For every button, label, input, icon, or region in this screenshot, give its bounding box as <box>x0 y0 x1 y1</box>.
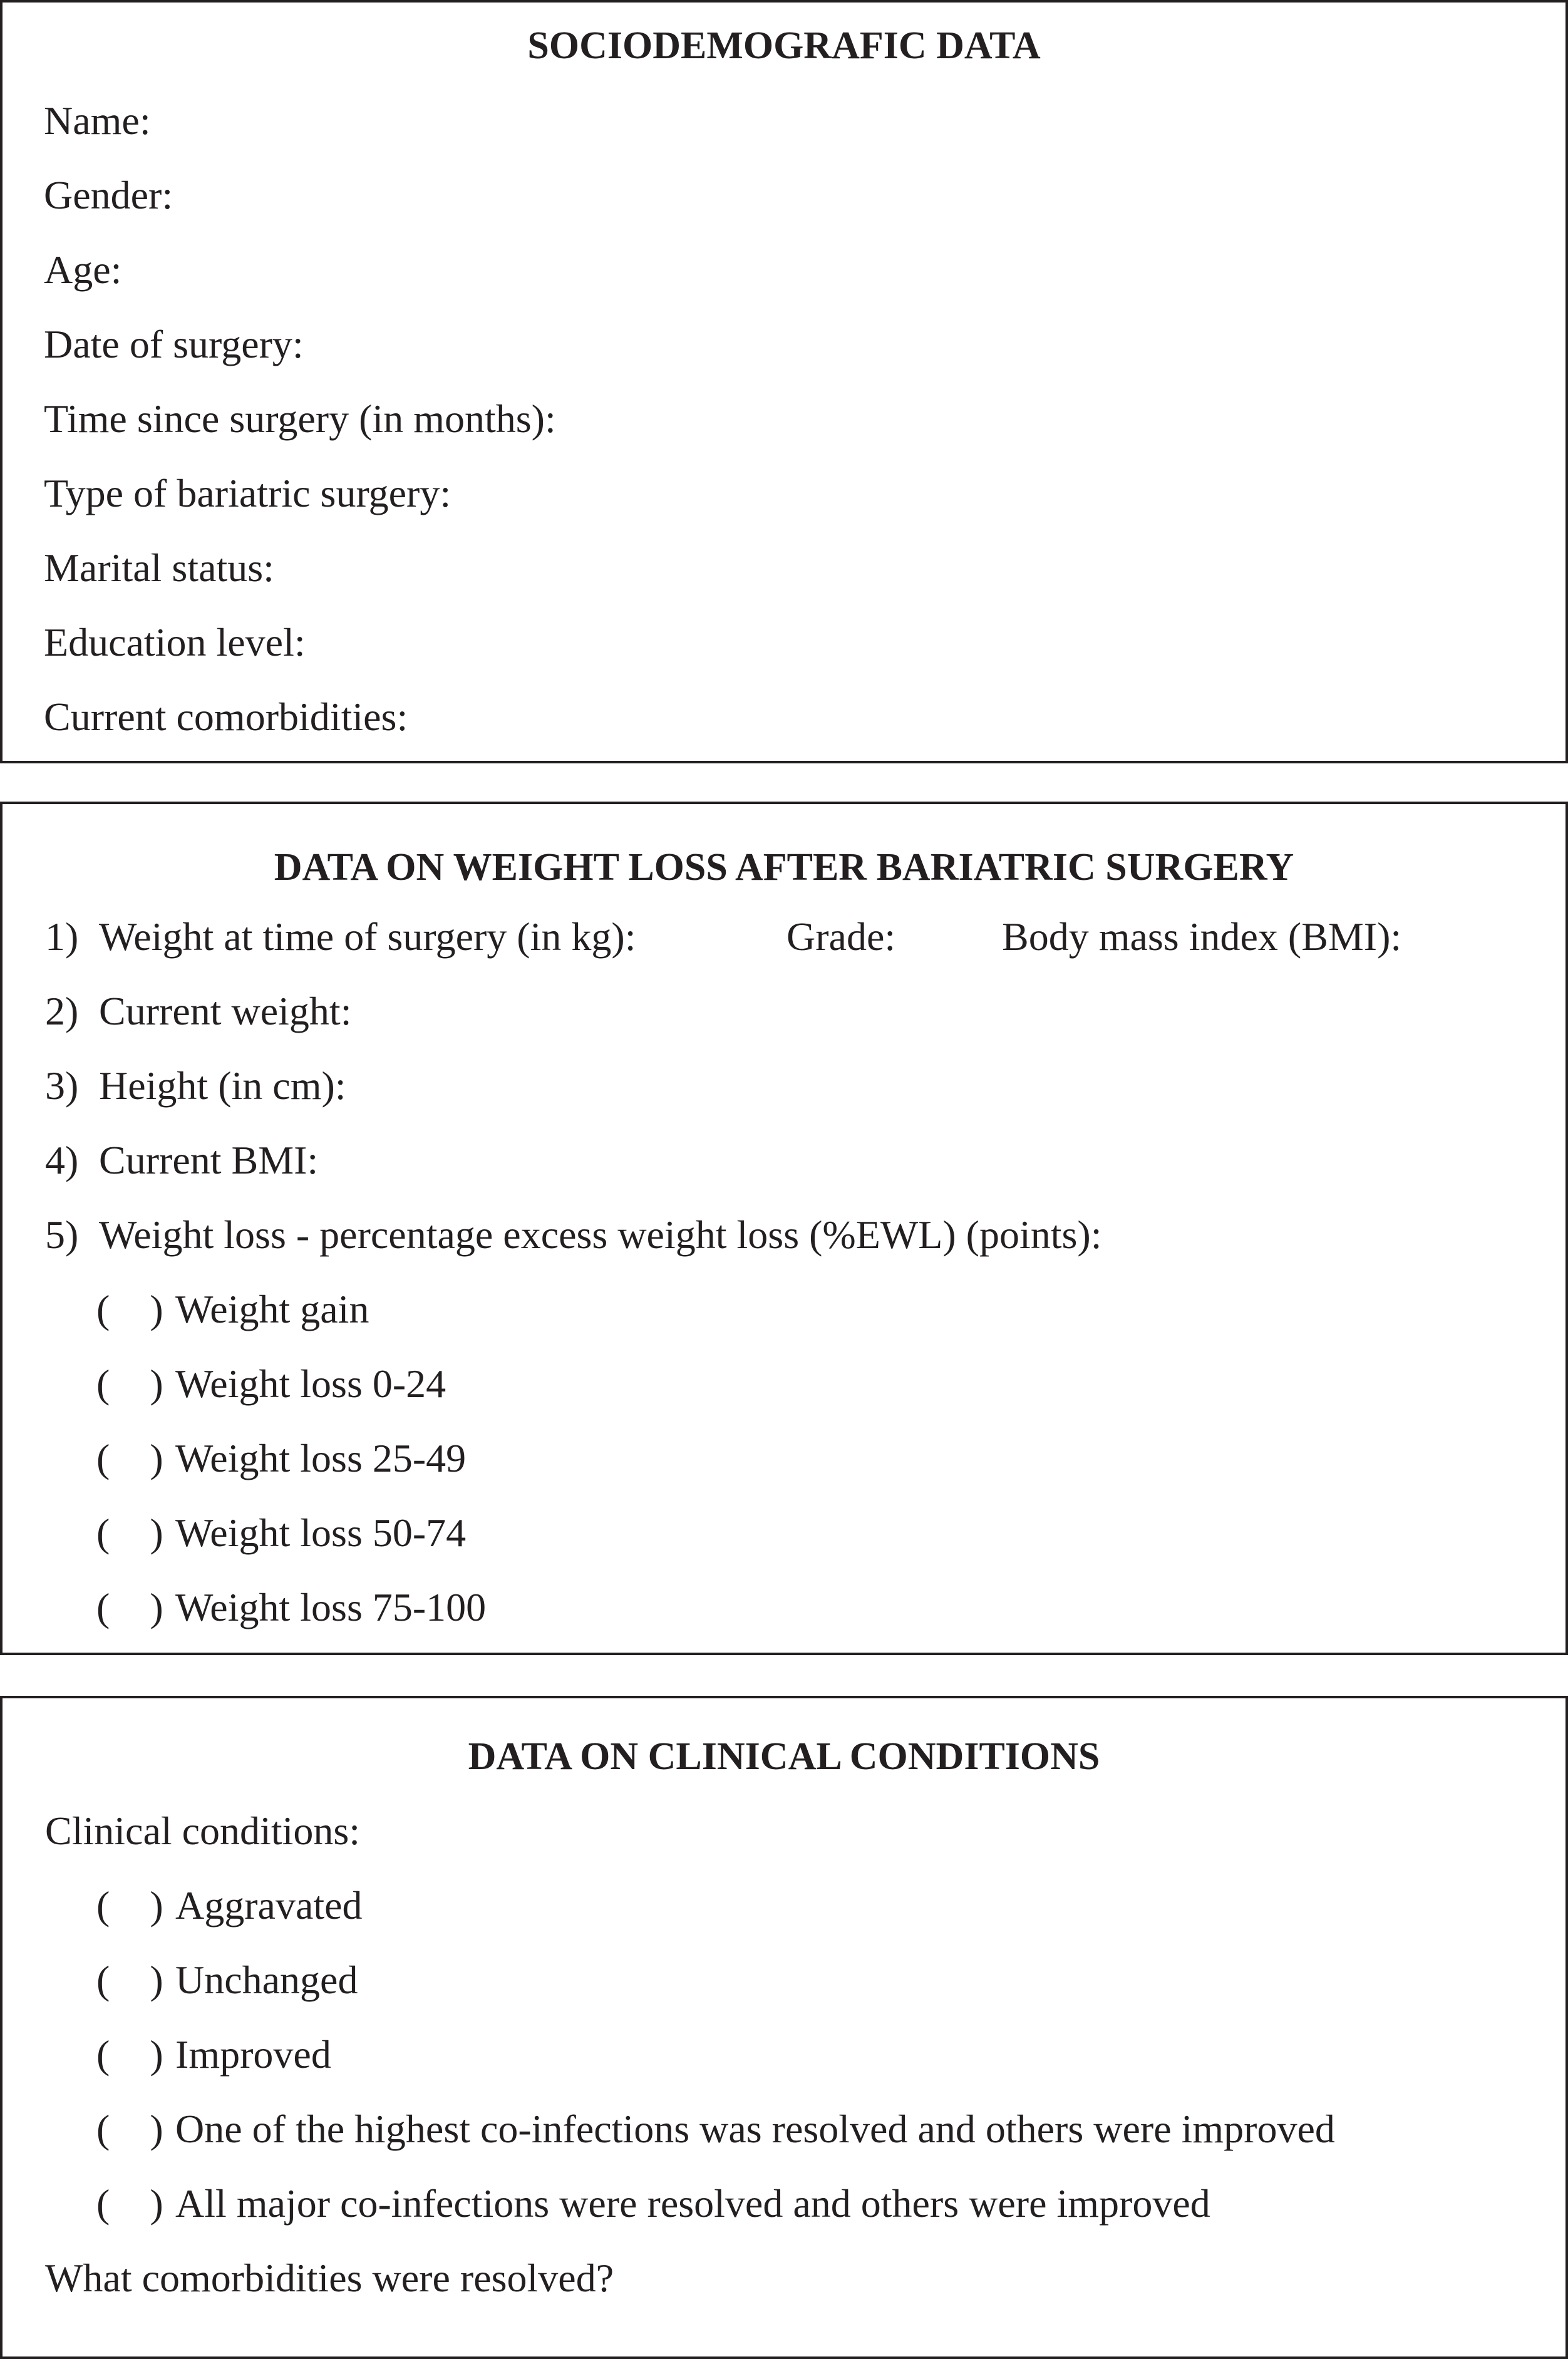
field-education-level: Education level: <box>44 620 306 664</box>
checkbox-parens[interactable]: ( ) <box>96 1883 163 1928</box>
checkbox-parens[interactable]: ( ) <box>96 2032 163 2077</box>
option-unchanged[interactable] <box>96 1960 358 2000</box>
option-weight-loss-50-74[interactable] <box>96 1510 467 1555</box>
option-all-resolved[interactable] <box>96 2181 1210 2226</box>
item-bmi-label: Body mass index (BMI): <box>1002 914 1402 959</box>
item-label: Height (in cm): <box>99 1063 346 1108</box>
checkbox-parens[interactable]: ( ) <box>96 2181 163 2226</box>
clinical-conditions-prompt: Clinical conditions: <box>45 1809 361 1853</box>
item-label: Current weight: <box>99 989 352 1033</box>
item-weight-at-surgery <box>45 914 636 959</box>
section-title: DATA ON WEIGHT LOSS AFTER BARIATRIC SURGERY <box>274 846 1294 889</box>
field-type-of-surgery: Type of bariatric surgery: <box>44 471 451 515</box>
option-weight-loss-0-24[interactable] <box>96 1361 446 1406</box>
section-title: DATA ON CLINICAL CONDITIONS <box>468 1735 1100 1778</box>
option-label: Weight loss 0-24 <box>175 1361 446 1406</box>
option-weight-gain[interactable] <box>96 1289 369 1329</box>
item-label: Current BMI: <box>99 1138 319 1182</box>
option-label: All major co-infections were resolved and others were improved <box>175 2181 1210 2226</box>
checkbox-parens[interactable]: ( ) <box>96 1361 163 1406</box>
field-marital-status: Marital status: <box>44 545 274 590</box>
option-label: Aggravated <box>175 1883 363 1928</box>
item-current-weight <box>45 991 351 1031</box>
item-label: Weight loss - percentage excess weight loss (%EWL) (points): <box>99 1212 1102 1257</box>
item-number: 1) <box>45 914 79 959</box>
checkbox-parens[interactable]: ( ) <box>96 1958 163 2002</box>
field-date-of-surgery: Date of surgery: <box>44 322 304 366</box>
clinical-conditions-section <box>0 1696 1568 2359</box>
option-label: Improved <box>175 2032 331 2077</box>
item-number: 2) <box>45 989 79 1033</box>
option-aggravated[interactable] <box>96 1883 363 1928</box>
option-label: One of the highest co-infections was resolved and others were improved <box>175 2107 1335 2151</box>
item-grade-label: Grade: <box>787 914 896 959</box>
item-weight-loss-ewl <box>45 1212 1102 1257</box>
checkbox-parens[interactable]: ( ) <box>96 1510 163 1555</box>
sociodemographic-section <box>0 0 1568 763</box>
field-time-since-surgery: Time since surgery (in months): <box>44 396 556 441</box>
checkbox-parens[interactable]: ( ) <box>96 1585 163 1629</box>
section-title: SOCIODEMOGRAFIC DATA <box>527 24 1041 67</box>
option-weight-loss-75-100[interactable] <box>96 1587 486 1628</box>
field-name: Name: <box>44 98 151 143</box>
item-number: 5) <box>45 1212 79 1257</box>
field-gender: Gender: <box>44 173 173 217</box>
option-label: Weight loss 50-74 <box>175 1510 467 1555</box>
checkbox-parens[interactable]: ( ) <box>96 2107 163 2151</box>
item-height <box>45 1063 346 1108</box>
field-age: Age: <box>44 247 122 292</box>
option-one-resolved[interactable] <box>96 2109 1335 2149</box>
checkbox-parens[interactable]: ( ) <box>96 1287 163 1331</box>
option-label: Weight loss 75-100 <box>175 1585 487 1629</box>
option-improved[interactable] <box>96 2032 331 2077</box>
option-label: Unchanged <box>175 1958 358 2002</box>
weight-loss-section <box>0 802 1568 1655</box>
checkbox-parens[interactable]: ( ) <box>96 1436 163 1480</box>
item-number: 3) <box>45 1063 79 1108</box>
item-label: Weight at time of surgery (in kg): <box>99 914 636 959</box>
item-number: 4) <box>45 1138 79 1182</box>
field-current-comorbidities: Current comorbidities: <box>44 694 408 739</box>
item-current-bmi <box>45 1140 318 1180</box>
option-weight-loss-25-49[interactable] <box>96 1438 466 1479</box>
comorbidities-resolved-question: What comorbidities were resolved? <box>45 2256 614 2300</box>
option-label: Weight loss 25-49 <box>175 1436 467 1480</box>
option-label: Weight gain <box>175 1287 369 1331</box>
